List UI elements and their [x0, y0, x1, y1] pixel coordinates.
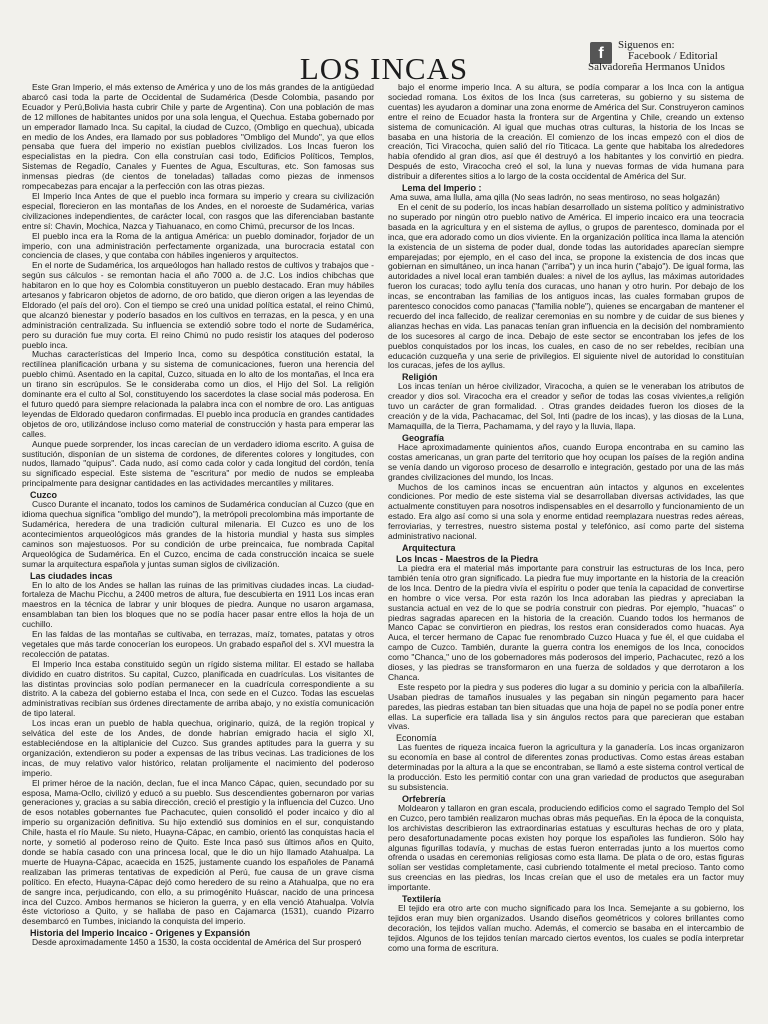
paragraph: El Imperio Inca estaba constituido según un rígido sistema militar. El estado se hallaba dividido en cuatro distritos. Su capital, Cuzco, planificada en cuadrículas. Los visitantes de las distintas provincias solo podían permanecer en la cuadrícula correspondiente a su distrito. A la cabeza del gobierno estaba el Inca, con sede en el Cuzco. Todas las escuelas administrativas recibían sus órdenes directamente de arriba abajo, y no existía comunicación de tipo lateral.: [22, 658, 374, 719]
paragraph: El primer héroe de la nación, declan, fue el inca Manco Cápac, quien, secundado por su esposa, Mama-Ocllo, civilizó y educó a su pueblo. Sus descendientes gobernaron por varias generaciones y, gracias a su sabia dirección, creció el prestigio y la influencia del Cuzco. Uno de esos notables gobernantes fue Pachacutec, quien consolidó el poder incaico y dio al imperio su organización definitiva. Su hijo extendió sus dominios en el sur, conquistando Chile, hasta el río Maule. Su nieto, Huayna-Cápac, en cambio, orientó las conquistas hacia el norte, y sometió al poderoso reino de Quito. Este Inca pasó sus últimos años en Quito, donde se había casado con una princesa local, que le dio un hijo llamado Atahualpa. La muerte de Huayna-Cápac, acaecida en 1525, justamente cuando los españoles de Panamá realizaban las primeras tentativas de expedición al Perú, fue causa de un grave cisma político. En efecto, Huayna-Cápac dejó como heredero de su reino a Atahualpa, que no era de sangre inca, perjudicando, con ello, a su primogénito Huáscar, nacido de una princesa inca del Cuzco. Ambos hermanos se hicieron la guerra, y en ella venció Atahualpa. Volvía éste victorioso a Quito, y se hallaba de paso en Cajamarca (1531), cuando Pizarro desembarcó en Tumbes, iniciando la conquista del imperio.: [22, 777, 374, 927]
page-title: LOS INCAS: [299, 50, 469, 86]
paragraph: En las faldas de las montañas se cultivaba, en terrazas, maíz, tomates, patatas y otros vegetales que más tarde conocerían los europeos. Un grabado español del s. XVI muestra la recolección de patatas.: [22, 629, 374, 659]
paragraph: Este Gran Imperio, el más extenso de América y uno de los más grandes de la antigüedad abarcó casi toda la parte de Occidental de Sudamérica (Desde Colombia, pasando por Ecuador y Perú,Bolivia hasta cubrir Chile y parte de Argentina). Con una población de mas de 12 millones de habitantes unidos por una sola lengua, el Quechua. Estaba gobernado por un emperador llamado Inca. Su capital, la ciudad de Cuzco, (Ombligo en quechua), ubicada en medio de los Andes, era llamado por sus pobladores "Ombligo del Mundo", ya que ellos pensaba que fuera del imperio no existían pueblos civilizados. Los Incas fueron los especialistas en la piedra. Con ella construían casi todo, Edificios Políticos, Templos, Sistemas de Regadío, Canales y Fuentes de Agua, Esculturas, etc. Son famosas sus inmensas piedras (de cientos de toneladas) talladas como piezas de inmensos rompecabezas para encajar a la perfección con las otras piezas.: [22, 83, 374, 192]
paragraph: El Imperio Inca Antes de que el pueblo inca formara su imperio y creara su civilización especial, florecieron en las montañas de los Andes, en el noroeste de Sudamérica, varias civilizaciones independientes, de carácter local, con rasgos que las diferenciaban bastante entre sí: Chavin, Mochica, Nazca y Tiahuanaco, en como Chimú, precursor de los Incas.: [22, 190, 374, 231]
right-column: [388, 83, 744, 1013]
section-heading-historia: Historia del Imperio Incaico - Origenes y Expansión: [30, 928, 251, 939]
paragraph: Muchas características del Imperio Inca, como su despótica constitución estatal, la rectilínea planificación urbana y su sistema de comunicaciones, fueron una herencia del pueblo chimú. Asentado en la capital, Cuzco, situada en lo alto de los montañas, el Inca era un tirano sin escrúpulos. Se le consideraba como un dios, el Hijo del Sol. La religión dominante era el culto al Sol, constituyendo los sacerdotes la clase social más poderosa. En el futuro quedó para siempre relacionada la palabra inca con el nombre de oro. Las antiguas leyendas de Eldorado quedaron confirmadas. El pueblo inca producía en grandes cantidades objetos de oro, utilizándose incluso como material de construcción y hasta para emperar las calles.: [22, 349, 374, 439]
facebook-icon: f: [590, 42, 612, 64]
paragraph: Moldearon y tallaron en gran escala, produciendo edificios como el sagrado Templo del Sol en Cuzco, pero también realizaron muchas obras más pequeñas. En la época de la conquista, los archivistas describieron las extraordinarias estatuas y esculturas hechas de oro y plata, pero desafortunadamente pocas existen hoy porque los españoles las fundieron. Sólo hay algunas figurillas todavía, y muchas de estas fueron enterradas junto a los muertos como ofrenda o usadas en ceremonias religiosas como esta llama. De plata o de oro, estas figuras solían ser vestidas completamente, casi cubriendo totalmente el metal precioso. Tanto como sus creencias en las piedras, los Incas creían que el uso de metales era un factor muy importante.: [388, 802, 744, 893]
paragraph: La piedra era el material más importante para construir las estructuras de los Inca, pero también tenía otro gran significado. La piedra fue muy importante en la historia de la creación de los Inca. Dentro de la piedra vivía el espíritu o poder que tenía la capacidad de convertirse en hombre o vice versa. Por esta razón los Inca adoraban las piedras y apreciaban la sustancia actual en vez de lo que se podría construir con piedras. Por ejemplo, "huacas" o piedras sagradas aparecen en la historia de la creación. Cuando todos los hermanos de Manco Capac se convirtieron en piedras, los restos eran considerados como huacas. Aya Auca, el tercer hermano de Capac fue renombrado Cuzco Huaca y fue él, el que cuidaba el campo de Cuzco. También, durante la guerra contra los enemigos de los Inca, conocidos como "Chanca," uno de los gobernadores más poderosos del imperio, Pachacutec, rezó a los dioses, y las piedras se transformaron en una fuerza de soldados y que derrotaron a los Chanca.: [388, 562, 744, 682]
section-heading-maestros: Los Incas - Maestros de la Piedra: [396, 553, 539, 564]
paragraph: En lo alto de los Andes se hallan las ruinas de las primitivas ciudades incas. La ciudad-fortaleza de Machu Picchu, a 2400 metros de altura, fue descubierta en 1911 Los incas eran maestros en la técnica de labrar y unir bloques de piedra. Aunque no usaron argamasa, ensamblaban tan bien los bloques que no se podía hacer pasar entre ellos la hoja de un cuchillo.: [22, 579, 374, 630]
paragraph: En el norte de Sudamérica, los arqueólogos han hallado restos de cultivos y trabajos que - según sus cálculos - se remontan hacia el año 7000 a. de J.C. Los indios chibchas que habitaron en lo que hoy es Colombia constituyeron un pueblo destacado. Eran muy hábiles artesanos y fabricaron objetos de adorno, de oro batido, que dieron origen a las leyendas de Eldorado (el país del oro). Con el tiempo se creó una unidad política estatal, el reino Chimú, que alcanzó bienestar y poderío basados en los cultivos en terrazas, en la pesca, y en una administración centralizada. Su influencia se extendió sobre todo el norte de Sudamérica, pero su duración fue muy corta. El reino Chimú no pudo resistir los ataques del poderoso pueblo inca.: [22, 260, 374, 350]
paragraph: Los incas eran un pueblo de habla quechua, originario, quizá, de la región tropical y selvática del este de los Andes, de donde habrían emigrado hacia el siglo XI, estableciéndose en la altiplanicie del Cuzco. Sus grandes aptitudes para la guerra y su organización, extendieron su poder a expensas de las tribus vecinas. Las tradiciones de los incas, de muy relativo valor histórico, relatan prolijamente el nacimiento del poderoso imperio.: [22, 718, 374, 778]
facebook-line-2: Facebook / Editorial: [628, 50, 718, 62]
section-heading-economia: Economía: [396, 733, 437, 744]
paragraph: El pueblo inca era la Roma de la antigua América: un pueblo dominador, forjador de un imperio, con una administración perfectamente organizada, una burocracia estatal con conciencia de clases, y que contaba con hábiles ingenieros y arquitectos.: [22, 230, 374, 261]
left-column: [22, 83, 374, 1013]
facebook-text: [588, 39, 763, 73]
paragraph: Las fuentes de riqueza incaica fueron la agricultura y la ganadería. Los incas organizaron su economía en base al control de diferentes zonas productivas. Como estas áreas estaban determinadas por la altura a la que se encontraban, se llamó a este sistema control vertical de la producción. Esto les permitió contar con una gran variedad de productos que aseguraban su subsistencia.: [388, 742, 744, 792]
facebook-line-1: Siguenos en:: [618, 39, 675, 51]
section-heading-religion: Religión: [402, 372, 438, 383]
section-heading-lema: Lema del Imperio :: [402, 183, 482, 194]
section-heading-geografia: Geografía: [402, 432, 445, 443]
paragraph: Muchos de los caminos incas se encuentran aún intactos y algunos en excelentes condiciones. Por medio de este sistema vial se desarrollaban diversas actividades, las que actualmente constituyen para nosotros indispensables en el desarrollo y funcionamiento de un estado. Era algo así como si una sola y enorme entidad reemplazara nuestras redes aéreas, ferroviarias, y terrestres, nuestro sistema postal y telefónico, así como parte del sistema administrativo nacional.: [388, 481, 744, 542]
section-heading-arquitectura: Arquitectura: [402, 542, 456, 553]
paragraph: En el cenit de su poderío, los incas habían desarrollado un sistema político y administrativo no superado por ningún otro pueblo nativo de América. El imperio incaico era una teocracia basada en la agricultura y en el sistema de ayllus, o grupos de parentesco, dominada por el inca, que era adorado como un dios viviente. En la organización política inca llama la atención la existencia de un sistema de poder dual, donde todas las autoridades aparecían siempre emparejadas; por ejemplo, en el caso del inca, se propone la existencia de dos incas que gobiernan en simultáneo, un inca hanan ("arriba") y un inca hurin ("abajo"). De igual forma, las autoridades a nivel local eran también duales: a nivel de los ayllus, las máximas autoridades fueron los curacas; todo ayllu tenía dos curacas, uno hanan y otro hurin. Por debajo de los incas, se encontraban las familias de los antiguos incas, las cuales formaban grupos de parentesco conocidos como panacas ("familia noble"), quienes se encargaban de mantener el recuerdo del inca fallecido, de realizar ceremonias en su nombre y de cuidar de sus bienes y alianzas hechas en vida. Las panacas tenían gran influencia en la decisión del nombramiento de los sucesores al cargo de inca. Debajo de este sector se encontraban los jefes de los pueblos conquistados por los incas, los cuales, en caso de no ser rebeldes, recibían una educación cuzqueña y una serie de privilegios. El siguiente nivel de autoridad lo constituían los curacas, jefes de los ayllus.: [388, 201, 744, 371]
paragraph: Los incas tenían un héroe civilizador, Viracocha, a quien se le veneraban los atributos de creador y dios sol. Viracocha era el creador y señor de todas las cosas vivientes,a religión tuvo un carácter de gran formalidad. . Otras grandes deidades fueron los dioses de la creación y de la vida, Pachacamac, del Sol, Inti (padre de los incas), y las diosas de la Luna, Mamaquilla, de la Tierra, Pachamama, y del rayo y la lluvia, Ilapa.: [388, 381, 744, 431]
section-heading-ciudades: Las ciudades incas: [30, 570, 113, 581]
motto-quote: Ama suwa, ama llulla, ama qilla (No seas ladrón, no seas mentiroso, no seas holgazán): [390, 192, 720, 203]
paragraph: bajo el enorme imperio Inca. A su altura, se podía comparar a los Inca con la antigua sociedad romana. Los éxitos de los Inca (sus carreteras, su gobierno y su sistema de cuentas) les ayudaron a dominar una zona enorme de América del Sur. Construyeron caminos entre el reino de Ecuador hasta la frontera sur de Argentina y Chile, creando un extenso sistema de comunicación. Al igual que muchas otras culturas, la historia de los Incas se basaba en una historia de la creación. El comienzo de los incas empezó con el dios de creación, Tici Viracocha, quien salió del río Titicaca. La gente que habitaba los alrededores había ofendido al gran dios, así que él destruyó a los habitantes y los convirtió en piedra. Después de esto, Viracocha creó el sol, la luna y nuevas formas de vida humana para distribuir a diferentes sitios a lo largo de la costa occidental de América del Sur.: [388, 83, 744, 182]
section-heading-cuzco: Cuzco: [30, 490, 57, 501]
paragraph: Aunque puede sorprender, los incas carecían de un verdadero idioma escrito. A guisa de sustitución, disponían de un sistema de cordones, de diferentes colores y longitudes, con nudos, llamado "quipus". Cada nudo, así como cada color y cada longitud del cordón, tenía su significado especial. Este sistema de "escritura" por medio de nudos se empleaba principalmente para designar cantidades en las actividades mercantiles y militares.: [22, 438, 374, 489]
paragraph: Desde aproximadamente 1450 a 1530, la costa occidental de América del Sur prosperó: [32, 937, 362, 948]
paragraph: Cusco Durante el incanato, todos los caminos de Sudamérica conducían al Cuzco (que en idioma quechua significa "ombligo del mundo"), la metrópoli precolombina más importante de Sudamérica, heredera de una tradición cultural milenaria. El Cuzco es uno de los acontecimientos arqueológicos más grandes de la historia mundial y hasta sus simples caminos son majestuosos. Por su condición de urbe preincaica, fue nombrada Capital Arqueológica de Sudamérica. En el Cuzco, encima de cada construcción incaica se suele sumar la arquitectura española y juntas suman siglos de civilización.: [22, 499, 374, 569]
facebook-line-3: Salvadoreña Hermanos Unidos: [588, 61, 725, 73]
section-heading-orfebreria: Orfebrería: [402, 793, 446, 804]
paragraph: El tejido era otro arte con mucho significado para los Inca. Semejante a su gobierno, los tejidos eran muy bien organizados. Usando diseños geométricos y colores brillantes como decoración, los tejidos valían mucho. Además, el comercio se basaba en el intercambio de tejidos. Algunos de los tejidos tenían marcado ciertos eventos, los cuales se podía interpretar como una forma de escritura.: [388, 903, 744, 953]
paragraph: Este respeto por la piedra y sus poderes dio lugar a su dominio y pericia con la albañilería. Usaban piedras de tamaños inusuales y las pegaban sin ningún pegamento para hacer paredes, las piedras estaban tan bien situadas que una hoja de papel no se podía poner entre ellas. La superficie era tallada lisa y sin ángulos rectos para que parecieran que estaban vivas.: [388, 681, 744, 732]
paragraph: Hace aproximadamente quinientos años, cuando Europa encontraba en su camino las costas americanas, un gran parte del territorio que hoy ocupan los países de la región andina se venía dando un vigoroso proceso de desarrollo e integración, gestado por una de las más grandes civilizaciones del mundo, los Incas.: [388, 441, 744, 482]
section-heading-textileria: Textilería: [402, 894, 441, 905]
